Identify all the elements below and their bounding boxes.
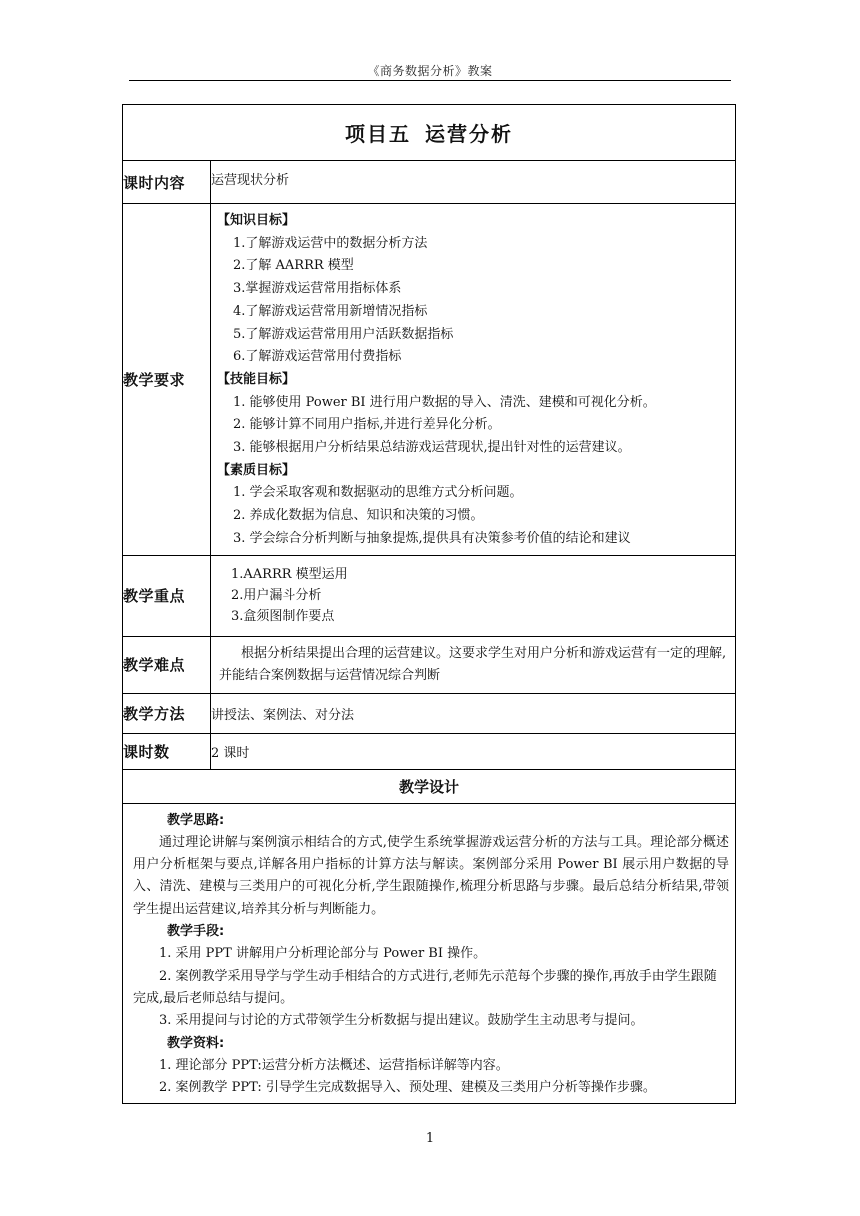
methods-label: 教学方法	[123, 693, 211, 733]
design-title: 教学设计	[123, 769, 736, 803]
requirements-row	[123, 204, 736, 556]
requirements-content	[211, 204, 736, 556]
difficulties-label: 教学难点	[123, 636, 211, 693]
knowledge-item: 1.了解游戏运营中的数据分析方法	[233, 235, 428, 251]
key-point-item: 3.盒须图制作要点	[231, 609, 335, 625]
lesson-plan-table	[122, 104, 736, 1104]
project-title-part1: 项目五	[345, 122, 411, 146]
means-item: 3. 采用提问与讨论的方式带领学生分析数据与提出建议。鼓励学生主动思考与提问。	[159, 1013, 644, 1029]
quality-item: 3. 学会综合分析判断与抽象提炼,提供具有决策参考价值的结论和建议	[233, 530, 631, 546]
key-points-label: 教学重点	[123, 555, 211, 636]
header-rule	[129, 80, 731, 81]
lesson-content-row	[123, 161, 736, 204]
key-point-item: 1.AARRR 模型运用	[231, 567, 348, 583]
thinking-paragraph: 通过理论讲解与案例演示相结合的方式,使学生系统掌握游戏运营分析的方法与工具。理论部分概述用户分析框架与要点,详解各用户指标的计算方法与解读。案例部分采用 Power BI 展示用户数据的导入、清洗、建模与三类用户的可视化分析,学生跟随操作,梳理分析思路与步骤。最后总结分析结果,带领学生提出运营建议,培养其分析与判断能力。	[133, 834, 729, 917]
knowledge-item: 4.了解游戏运营常用新增情况指标	[233, 303, 428, 319]
design-title-row	[123, 769, 736, 803]
materials-heading: 教学资料:	[167, 1035, 225, 1051]
means-item: 2. 案例教学采用导学与学生动手相结合的方式进行,老师先示范每个步骤的操作,再放手由学生跟随完成,最后老师总结与提问。	[133, 968, 717, 1006]
lesson-content-value: 运营现状分析	[211, 161, 736, 204]
page-number: 1	[425, 1131, 435, 1146]
key-points-row	[123, 555, 736, 636]
skill-item: 2. 能够计算不同用户指标,并进行差异化分析。	[233, 417, 501, 433]
skill-item: 1. 能够使用 Power BI 进行用户数据的导入、清洗、建模和可视化分析。	[233, 394, 656, 410]
materials-item: 1. 理论部分 PPT:运营分析方法概述、运营指标详解等内容。	[159, 1057, 509, 1073]
quality-item: 2. 养成化数据为信息、知识和决策的习惯。	[233, 508, 484, 524]
key-points-content	[211, 555, 736, 636]
means-item: 1. 采用 PPT 讲解用户分析理论部分与 Power BI 操作。	[159, 946, 487, 962]
key-point-item: 2.用户漏斗分析	[231, 588, 322, 604]
title-row	[123, 105, 736, 161]
lesson-content-label: 课时内容	[123, 161, 211, 204]
methods-value: 讲授法、案例法、对分法	[211, 693, 736, 733]
materials-item: 2. 案例教学 PPT: 引导学生完成数据导入、预处理、建模及三类用户分析等操作步骤。	[159, 1080, 656, 1096]
skill-item: 3. 能够根据用户分析结果总结游戏运营现状,提出针对性的运营建议。	[233, 440, 631, 456]
hours-value: 2 课时	[211, 733, 736, 769]
quality-item: 1. 学会采取客观和数据驱动的思维方式分析问题。	[233, 485, 523, 501]
knowledge-item: 5.了解游戏运营常用用户活跃数据指标	[233, 326, 454, 342]
project-title	[123, 105, 736, 161]
knowledge-heading: 【知识目标】	[217, 213, 296, 228]
requirements-label: 教学要求	[123, 204, 211, 556]
means-heading: 教学手段:	[167, 924, 225, 940]
skill-heading: 【技能目标】	[217, 371, 296, 387]
knowledge-item: 6.了解游戏运营常用付费指标	[233, 349, 402, 365]
knowledge-item: 2.了解 AARRR 模型	[233, 258, 354, 274]
difficulties-text: 根据分析结果提出合理的运营建议。这要求学生对用户分析和游戏运营有一定的理解,并能结合案例数据与运营情况综合判断	[219, 646, 727, 683]
difficulties-row	[123, 636, 736, 693]
page-header: 《商务数据分析》教案	[367, 64, 493, 78]
thinking-heading: 教学思路:	[167, 812, 225, 828]
quality-heading: 【素质目标】	[217, 462, 296, 478]
design-content	[123, 803, 736, 1104]
knowledge-item: 3.掌握游戏运营常用指标体系	[233, 281, 402, 297]
design-body-row	[123, 803, 736, 1104]
project-title-part2: 运营分析	[425, 122, 513, 146]
hours-label: 课时数	[123, 733, 211, 769]
methods-row	[123, 693, 736, 733]
hours-row	[123, 733, 736, 769]
difficulties-content	[211, 636, 736, 693]
